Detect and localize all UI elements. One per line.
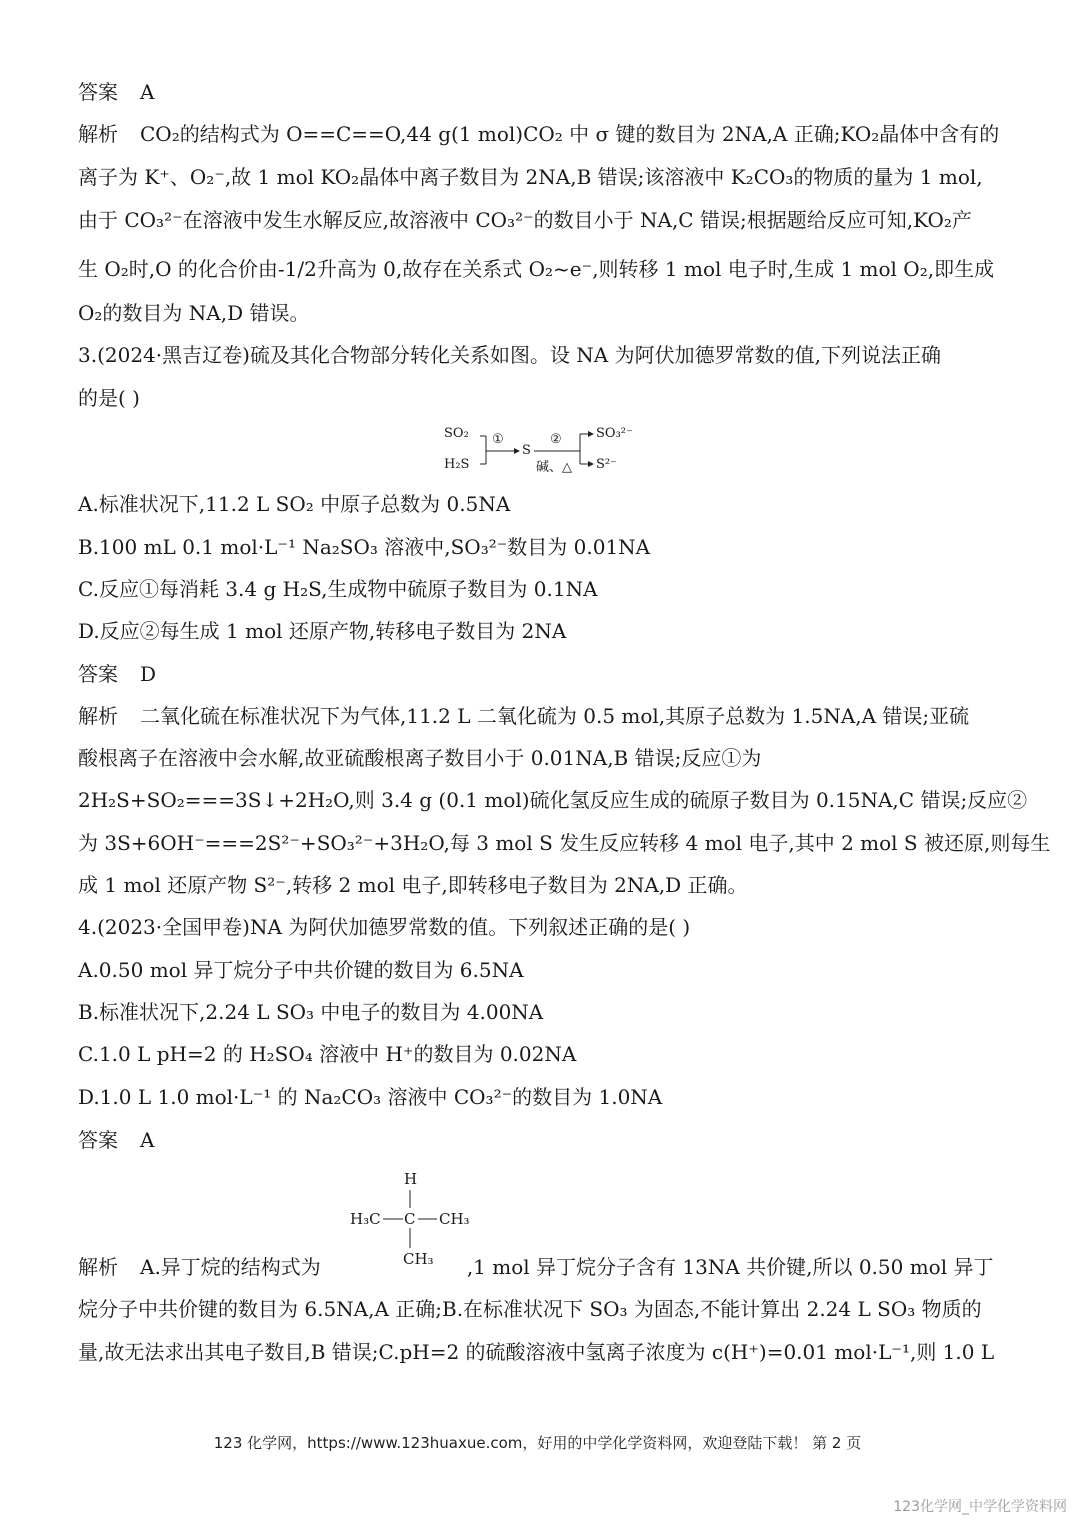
analysis-text: A.异丁烷的结构式为: [140, 1255, 321, 1279]
answer-label: 答案: [78, 1128, 118, 1152]
option-b: B.100 mL 0.1 mol·L⁻¹ Na₂SO₃ 溶液中,SO₃²⁻数目为 0.01NA: [78, 535, 651, 559]
answer-line: [78, 1127, 998, 1153]
diagram-step2: ②: [550, 432, 562, 447]
answer-line: [78, 661, 998, 687]
analysis-line: [78, 703, 998, 729]
answer-value: D: [140, 662, 157, 686]
option-c: C.1.0 L pH=2 的 H₂SO₄ 溶液中 H⁺的数目为 0.02NA: [78, 1042, 577, 1066]
analysis-label: 解析: [78, 1255, 118, 1279]
conversion-diagram: [440, 424, 640, 476]
page-footer: 123 化学网，https://www.123huaxue.com，好用的中学化学资料网，欢迎登陆下载！ 第 2 页: [213, 1434, 862, 1452]
analysis-text: O₂的数目为 NA,D 错误。: [78, 301, 310, 325]
structure-left-group: H₃C: [350, 1210, 381, 1228]
structure-center: C: [404, 1210, 416, 1228]
answer-line: [78, 79, 998, 105]
analysis-text: 酸根离子在溶液中会水解,故亚硫酸根离子数目小于 0.01NA,B 错误;反应①为: [78, 746, 762, 770]
analysis-text: 量,故无法求出其电子数目,B 错误;C.pH=2 的硫酸溶液中氢离子浓度为 c(H⁺)=0.01 mol·L⁻¹,则 1.0 L: [78, 1340, 995, 1364]
analysis-text: CO₂的结构式为 O==C==O,44 g(1 mol)CO₂ 中 σ 键的数目为 2NA,A 正确;KO₂晶体中含有的: [140, 122, 1000, 146]
structure-bottom-group: CH₃: [403, 1250, 434, 1268]
option-a: A.0.50 mol 异丁烷分子中共价键的数目为 6.5NA: [78, 958, 524, 982]
diagram-step1: ①: [492, 432, 504, 447]
diagram-condition: 碱、△: [536, 460, 572, 475]
analysis-text: 成 1 mol 还原产物 S²⁻,转移 2 mol 电子,即转移电子数目为 2NA,D 正确。: [78, 873, 748, 897]
analysis-text: 2H₂S+SO₂===3S↓+2H₂O,则 3.4 g (0.1 mol)硫化氢反应生成的硫原子数目为 0.15NA,C 错误;反应②: [78, 788, 1028, 812]
analysis-text: 二氧化硫在标准状况下为气体,11.2 L 二氧化硫为 0.5 mol,其原子总数为 1.5NA,A 错误;亚硫: [140, 704, 970, 728]
option-d: D.1.0 L 1.0 mol·L⁻¹ 的 Na₂CO₃ 溶液中 CO₃²⁻的数目为 1.0NA: [78, 1085, 663, 1109]
question-stem: 的是( ): [78, 386, 140, 410]
answer-value: A: [140, 80, 155, 104]
diagram-so2: SO₂: [444, 426, 469, 441]
analysis-text: ,1 mol 异丁烷分子含有 13NA 共价键,所以 0.50 mol 异丁: [466, 1255, 994, 1279]
analysis-line: [78, 121, 998, 147]
analysis-label: 解析: [78, 704, 118, 728]
option-c: C.反应①每消耗 3.4 g H₂S,生成物中硫原子数目为 0.1NA: [78, 577, 598, 601]
structure-top-h: H: [404, 1170, 418, 1188]
analysis-line: [78, 1254, 998, 1280]
option-b: B.标准状况下,2.24 L SO₃ 中电子的数目为 4.00NA: [78, 1000, 544, 1024]
analysis-text: 离子为 K⁺、O₂⁻,故 1 mol KO₂晶体中离子数目为 2NA,B 错误;该溶液中 K₂CO₃的物质的量为 1 mol,: [78, 165, 983, 189]
question-stem: 3.(2024·黑吉辽卷)硫及其化合物部分转化关系如图。设 NA 为阿伏加德罗常数的值,下列说法正确: [78, 343, 941, 367]
site-watermark: 123化学网_中学化学资料网: [893, 1499, 1067, 1515]
analysis-text: 烷分子中共价键的数目为 6.5NA,A 正确;B.在标准状况下 SO₃ 为固态,不能计算出 2.24 L SO₃ 物质的: [78, 1297, 982, 1321]
structure-right-group: CH₃: [439, 1210, 470, 1228]
diagram-so3: SO₃²⁻: [596, 426, 633, 441]
analysis-text: 生 O₂时,O 的化合价由-1/2升高为 0,故存在关系式 O₂~e⁻,则转移 1 mol 电子时,生成 1 mol O₂,即生成: [78, 257, 995, 281]
answer-value: A: [140, 1128, 155, 1152]
analysis-text: 为 3S+6OH⁻===2S²⁻+SO₃²⁻+3H₂O,每 3 mol S 发生反应转移 4 mol 电子,其中 2 mol S 被还原,则每生: [78, 831, 1051, 855]
answer-label: 答案: [78, 80, 118, 104]
option-a: A.标准状况下,11.2 L SO₂ 中原子总数为 0.5NA: [78, 492, 511, 516]
diagram-h2s: H₂S: [444, 457, 470, 472]
diagram-s: S: [522, 443, 531, 458]
option-d: D.反应②每生成 1 mol 还原产物,转移电子数目为 2NA: [78, 619, 567, 643]
analysis-label: 解析: [78, 122, 118, 146]
analysis-text: 由于 CO₃²⁻在溶液中发生水解反应,故溶液中 CO₃²⁻的数目小于 NA,C 错误;根据题给反应可知,KO₂产: [78, 208, 972, 232]
question-stem: 4.(2023·全国甲卷)NA 为阿伏加德罗常数的值。下列叙述正确的是( ): [78, 915, 691, 939]
diagram-s2: S²⁻: [596, 457, 617, 472]
answer-label: 答案: [78, 662, 118, 686]
